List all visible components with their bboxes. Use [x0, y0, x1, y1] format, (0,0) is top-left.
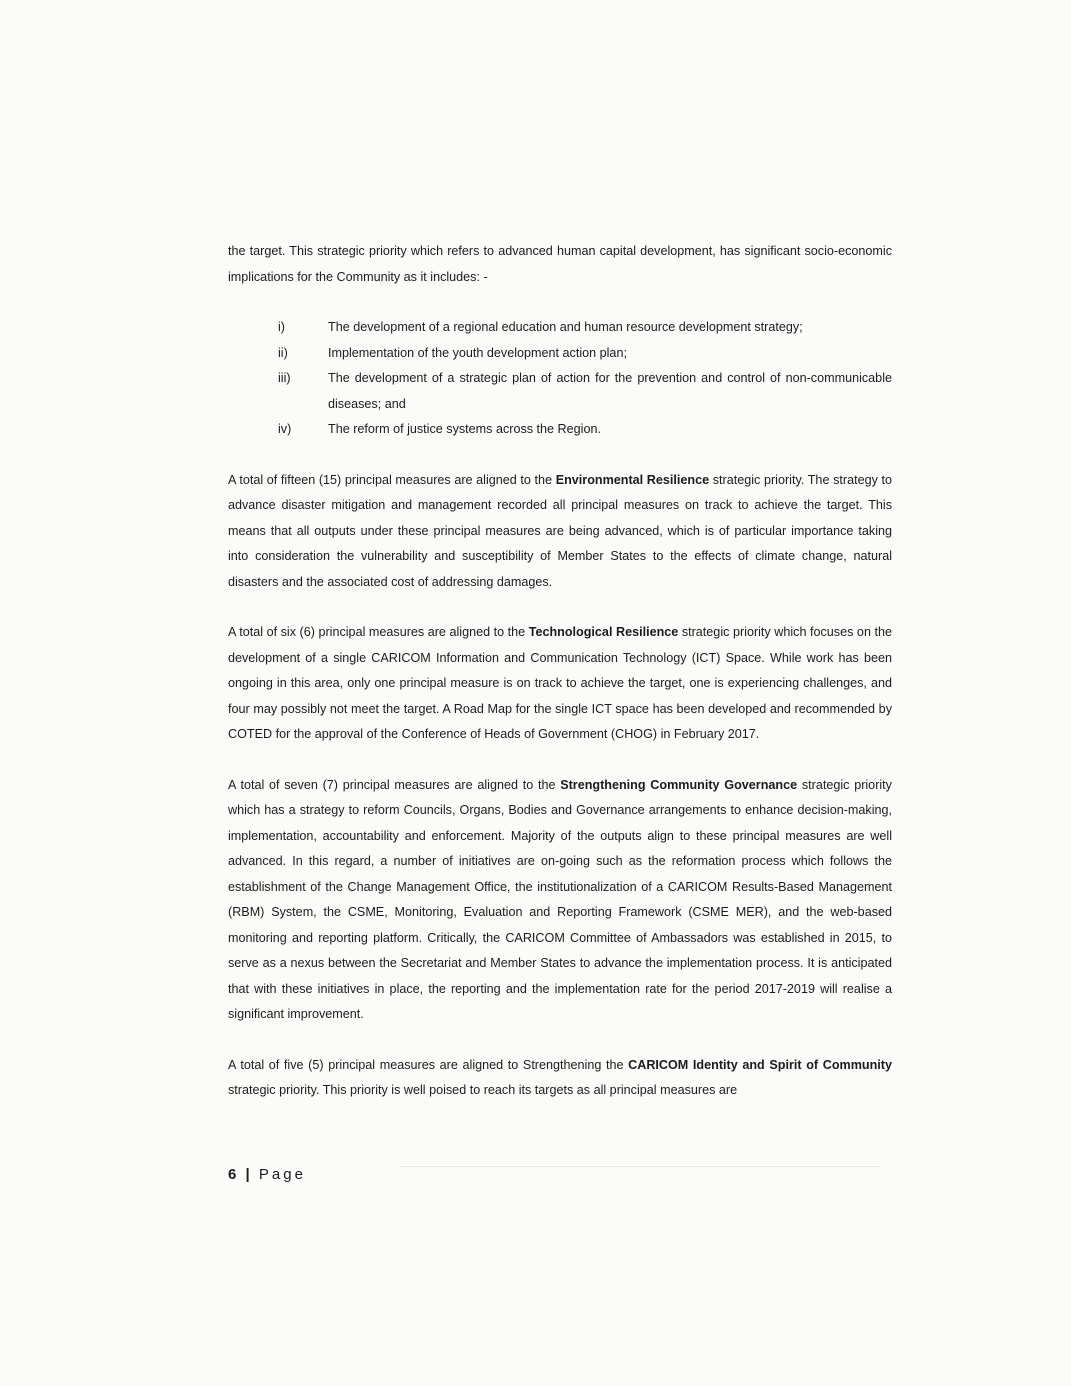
community-governance-heading: Strengthening Community Governance [560, 777, 798, 792]
community-governance-paragraph: A total of seven (7) principal measures are aligned to the Strengthening Community Governance strategic priority which has a strategy to reform Councils, Organs, Bodies and Governance arrangements to enhance decision-making, implementation, accountability and enforcement. Majority of the outputs align to these principal measures are well advanced. In this regard, a number of initiatives are on-going such as the reformation process which follows the establishment of the Change Management Office, the institutionalization of a CARICOM Results-Based Management (RBM) System, the CSME, Monitoring, Evaluation and Reporting Framework (CSME MER), and the web-based monitoring and reporting platform. Critically, the CARICOM Committee of Ambassadors was established in 2015, to serve as a nexus between the Secretariat and Member States to advance the implementation process. It is anticipated that with these initiatives in place, the reporting and the implementation rate for the period 2017-2019 will realise a significant improvement. [228, 777, 892, 1021]
includes-list [228, 315, 892, 443]
caricom-identity-heading: CARICOM Identity and Spirit of Community [628, 1057, 892, 1072]
list-item [228, 315, 892, 341]
environmental-resilience-heading: Environmental Resilience [555, 472, 710, 487]
list-item [228, 366, 892, 417]
list-item-number: ii) [278, 345, 288, 360]
page-body [228, 239, 892, 1104]
page-label: Page [258, 1166, 306, 1183]
list-item-number: iii) [278, 371, 291, 385]
list-item-number: i) [278, 320, 285, 334]
list-item [228, 417, 892, 443]
list-item-text: Implementation of the youth development action plan; [328, 345, 627, 360]
list-item-text: The development of a strategic plan of action for the prevention and control of non-communicable diseases; and [328, 371, 892, 411]
intro-paragraph: the target. This strategic priority which refers to advanced human capital development, has significant socio-economic implications for the Community as it includes: - [228, 244, 892, 284]
list-item-number: iv) [278, 422, 292, 436]
page-number: 6 [228, 1166, 237, 1183]
list-item-text: The reform of justice systems across the Region. [328, 422, 601, 436]
scan-artifact-line [400, 1166, 880, 1167]
list-item [228, 341, 892, 367]
technological-resilience-paragraph: A total of six (6) principal measures are aligned to the Technological Resilience strategic priority which focuses on the development of a single CARICOM Information and Communication Technology (ICT) Space. While work has been ongoing in this area, only one principal measure is on track to achieve the target, one is experiencing challenges, and four may possibly not meet the target. A Road Map for the single ICT space has been developed and recommended by COTED for the approval of the Conference of Heads of Government (CHOG) in February 2017. [228, 625, 892, 741]
list-item-text: The development of a regional education and human resource development strategy; [328, 320, 803, 334]
environmental-resilience-paragraph: A total of fifteen (15) principal measures are aligned to the Environmental Resilience strategic priority. The strategy to advance disaster mitigation and management recorded all principal measures on track to achieve the target. This means that all outputs under these principal measures are being advanced, which is of particular importance taking into consideration the vulnerability and susceptibility of Member States to the effects of climate change, natural disasters and the associated cost of addressing damages. [228, 472, 893, 589]
footer-separator: | [245, 1166, 251, 1183]
caricom-identity-paragraph: A total of five (5) principal measures are aligned to Strengthening the CARICOM Identity and Spirit of Community strategic priority. This priority is well poised to reach its targets as all principal measures are [228, 1057, 892, 1097]
page-footer [228, 1166, 306, 1183]
technological-resilience-heading: Technological Resilience [528, 625, 679, 639]
